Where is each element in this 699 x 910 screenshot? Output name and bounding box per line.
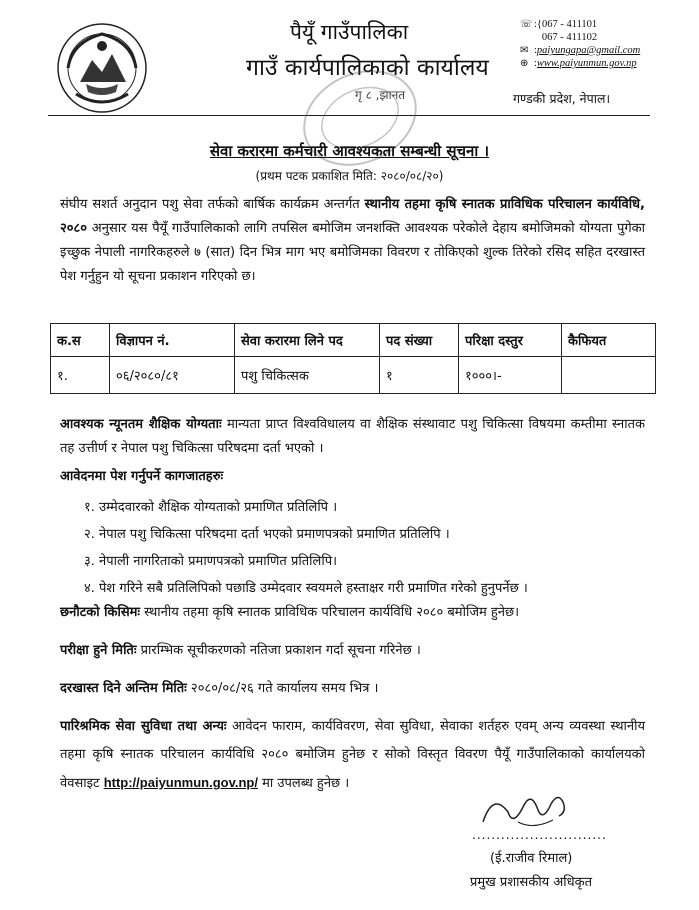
cell-remarks: [562, 357, 656, 394]
benefits-paragraph: पारिश्रमिक सेवा सुविधा तथा अन्यः आवेदन फाराम, कार्यविवरण, सेवा सुविधा, सेवाका शर्तहरु एवम् अन्य व्यवस्था स्थानीय तहमा कृषि स्नातक परिचालन कार्यविधि २०८० बमोजिम हुनेछ र सोको विस्तृत विवरण पैयूँ गाउँपालिकाको कार्यालयको वेवसाइट http://paiyunmun.gov.np/ मा उपलब्ध हुनेछ ।: [60, 719, 646, 791]
government-emblem-icon: [56, 22, 148, 114]
documents-heading: आवेदनमा पेश गर्नुपर्ने कागजातहरुः: [60, 469, 224, 484]
list-item: ४. पेश गरिने सबै प्रतिलिपिको पछाडि उम्मेदवार स्वयमले हस्ताक्षर गरी प्रमाणित गरेको हुनुपर्नेछ ।: [84, 581, 528, 596]
cell-fee: १०००।-: [459, 357, 562, 394]
office-subtitle: गाउँ कार्यपालिकाको कार्यालय: [246, 55, 489, 81]
signatory-title: प्रमुख प्रशासकीय अधिकृत: [470, 875, 593, 890]
exam-date: परीक्षा हुने मितिः प्रारम्भिक सूचीकरणको नतिजा प्रकाशन गर्दा सूचना गरिनेछ ।: [60, 643, 421, 658]
province: गण्डकी प्रदेश, नेपाल।: [513, 91, 611, 106]
header-count: पद संख्या: [380, 324, 459, 357]
phone-2: 067 - 411102: [541, 32, 598, 43]
table-header-row: [51, 324, 656, 357]
list-item: ३. नेपाली नागरिताको प्रमाणपत्रको प्रमाणित प्रतिलिपि।: [84, 554, 338, 569]
cell-ad-no: ०६/२०८०/८१: [110, 357, 235, 394]
header-fee: परिक्षा दस्तुर: [459, 324, 562, 357]
table-row: [51, 357, 656, 394]
selection-method: छनौटको किसिमः स्थानीय तहमा कृषि स्नातक प्राविधिक परिचालन कार्यविधि २०८० बमोजिम हुनेछ।: [60, 605, 520, 620]
vacancy-table: [50, 323, 656, 394]
contact-info: ☏ :{ 067 - 411101 067 - 411102 ✉ : paiyungapa@gmail.com ⊕ : www.paiyunmun.gov.np: [520, 19, 641, 69]
header-ad-no: विज्ञापन नं.: [110, 324, 235, 357]
intro-paragraph: संघीय सशर्त अनुदान पशु सेवा तर्फको बार्षिक कार्यक्रम अन्तर्गत स्थानीय तहमा कृषि स्नातक प्राविधिक परिचालन कार्यविधि, २०८० अनुसार यस पैयूँ गाउँपालिकाको लागि तपसिल बमोजिम जनशक्ति आवश्यक परेकोले देहाय बमोजिमको योग्यता पुगेका इच्छुक नेपाली नागरिकहरुले ७ (सात) दिन भित्र माग भए बमोजिमका विवरण र तोकिएको शुल्क तिरेको रसिद सहित दरखास्त पेश गर्नुहुन यो सूचना प्रकाशन गरिएको छ।: [60, 197, 645, 284]
phone-1: 067 - 411101: [541, 19, 598, 30]
email-icon: ✉: [520, 45, 529, 56]
header-serial: क.स: [51, 324, 110, 357]
header-post: सेवा करारमा लिने पद: [235, 324, 380, 357]
signature-line: ............................: [472, 828, 607, 842]
signatory-name: (ई.राजीव रिमाल): [490, 851, 573, 866]
documents-list: [84, 494, 528, 602]
globe-icon: ⊕: [520, 58, 529, 69]
cell-serial: १.: [51, 357, 110, 394]
cell-count: १: [380, 357, 459, 394]
deadline: दरखास्त दिने अन्तिम मितिः २०८०/०८/२६ गते कार्यालय समय भित्र ।: [60, 681, 379, 696]
list-item: २. नेपाल पशु चिकित्सा परिषदमा दर्ता भएको प्रमाणपत्रको प्रमाणित प्रतिलिपि ।: [84, 527, 450, 542]
cell-post: पशु चिकित्सक: [235, 357, 380, 394]
phone-icon: ☏: [520, 19, 533, 30]
header-remarks: कैफियत: [562, 324, 656, 357]
list-item: १. उम्मेदवारको शैक्षिक योग्यताको प्रमाणित प्रतिलिपि ।: [84, 500, 338, 515]
office-name: पैयूँ गाउँपालिका: [290, 20, 409, 44]
office-location: गृ ८ ,झानत: [355, 88, 406, 102]
published-date: (प्रथम पटक प्रकाशित मिति: २०८०/०८/२०): [255, 169, 444, 183]
website-url-link[interactable]: http://paiyunmun.gov.np/: [103, 775, 258, 790]
notice-title: सेवा करारमा कर्मचारी आवश्यकता सम्बन्धी सूचना ।: [209, 142, 490, 160]
website-link[interactable]: www.paiyunmun.gov.np: [536, 58, 637, 69]
qualification-paragraph: आवश्यक न्यूनतम शैक्षिक योग्यताः मान्यता प्राप्त विश्वविधालय वा शैक्षिक संस्थावाट पशु चिकित्सा विषयमा कम्तीमा स्नातक तह उत्तीर्ण र नेपाल पशु चिकित्सा परिषदमा दर्ता भएको ।: [60, 417, 646, 456]
email-link[interactable]: paiyungapa@gmail.com: [536, 45, 641, 56]
